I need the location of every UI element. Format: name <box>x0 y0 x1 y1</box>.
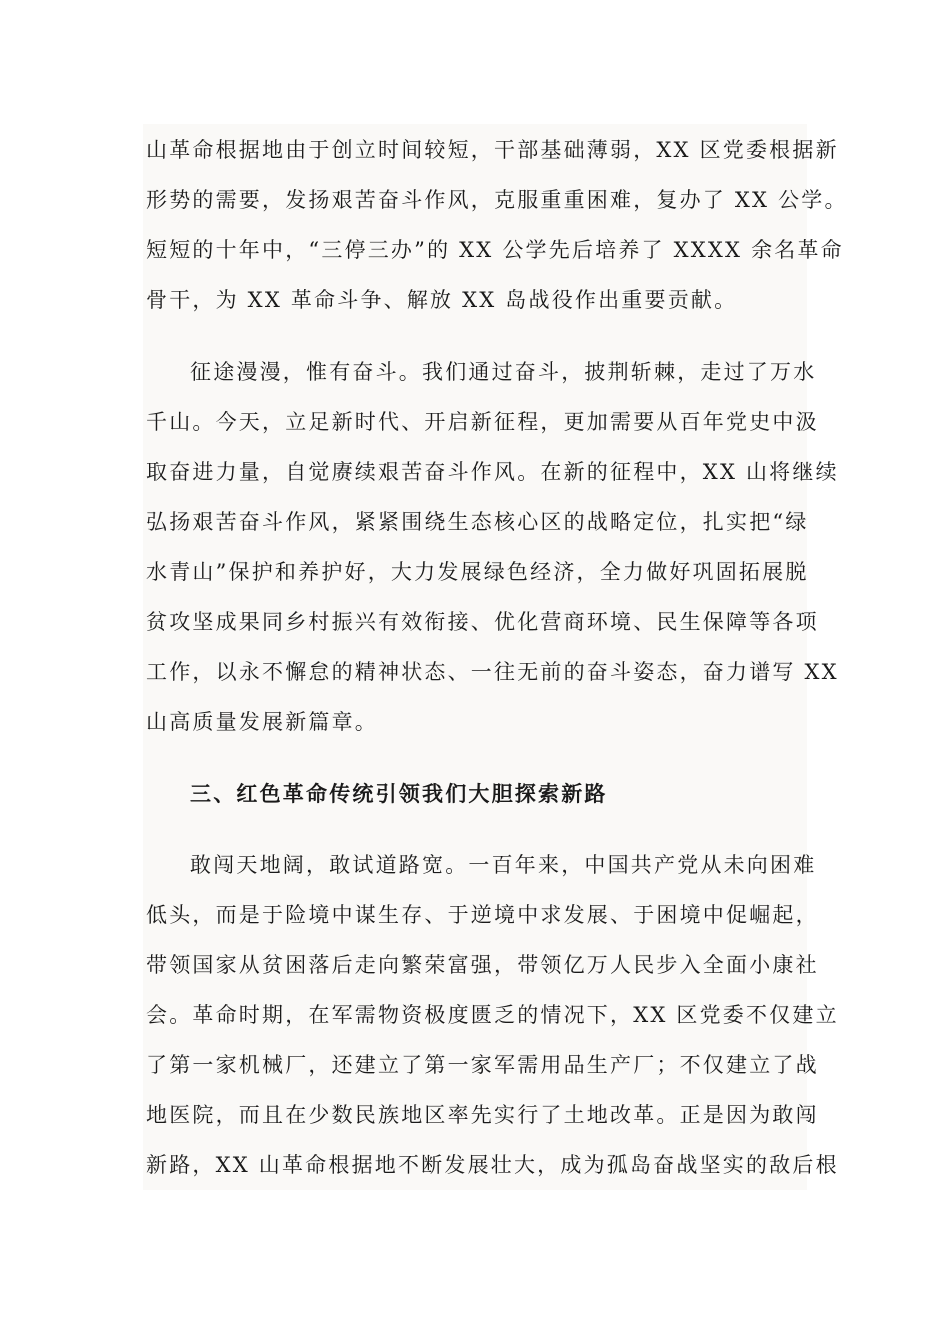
text-line: 敢闯天地阔，敢试道路宽。一百年来，中国共产党从未向困难 <box>190 853 817 877</box>
text-line: 山革命根据地由于创立时间较短，干部基础薄弱，XX 区党委根据新 <box>146 138 839 162</box>
text-line: 弘扬艰苦奋斗作风，紧紧围绕生态核心区的战略定位，扎实把“绿 <box>146 510 809 534</box>
text-line: 低头，而是于险境中谋生存、于逆境中求发展、于困境中促崛起， <box>146 903 819 927</box>
text-line: 水青山”保护和养护好，大力发展绿色经济，全力做好巩固拓展脱 <box>146 560 809 584</box>
text-line: 千山。今天，立足新时代、开启新征程，更加需要从百年党史中汲 <box>146 410 819 434</box>
text-line: 形势的需要，发扬艰苦奋斗作风，克服重重困难，复办了 XX 公学。 <box>146 188 848 212</box>
text-line: 带领国家从贫困落后走向繁荣富强，带领亿万人民步入全面小康社 <box>146 953 819 977</box>
text-line: 地医院，而且在少数民族地区率先实行了土地改革。正是因为敢闯 <box>146 1103 819 1127</box>
text-line: 新路，XX 山革命根据地不断发展壮大，成为孤岛奋战坚实的敌后根 <box>146 1153 839 1177</box>
text-line: 征途漫漫，惟有奋斗。我们通过奋斗，披荆斩棘，走过了万水 <box>190 360 817 384</box>
text-line: 会。革命时期，在军需物资极度匮乏的情况下，XX 区党委不仅建立 <box>146 1003 839 1027</box>
text-line: 取奋进力量，自觉赓续艰苦奋斗作风。在新的征程中，XX 山将继续 <box>146 460 839 484</box>
text-line: 了第一家机械厂，还建立了第一家军需用品生产厂；不仅建立了战 <box>146 1053 819 1077</box>
text-line: 山高质量发展新篇章。 <box>146 710 378 734</box>
text-line: 骨干，为 XX 革命斗争、解放 XX 岛战役作出重要贡献。 <box>146 288 738 312</box>
text-line: 短短的十年中，“三停三办”的 XX 公学先后培养了 XXXX 余名革命 <box>146 238 844 262</box>
section-heading: 三、红色革命传统引领我们大胆探索新路 <box>190 781 608 806</box>
text-line: 贫攻坚成果同乡村振兴有效衔接、优化营商环境、民生保障等各项 <box>146 610 819 634</box>
text-line: 工作，以永不懈怠的精神状态、一往无前的奋斗姿态，奋力谱写 XX <box>146 660 839 684</box>
